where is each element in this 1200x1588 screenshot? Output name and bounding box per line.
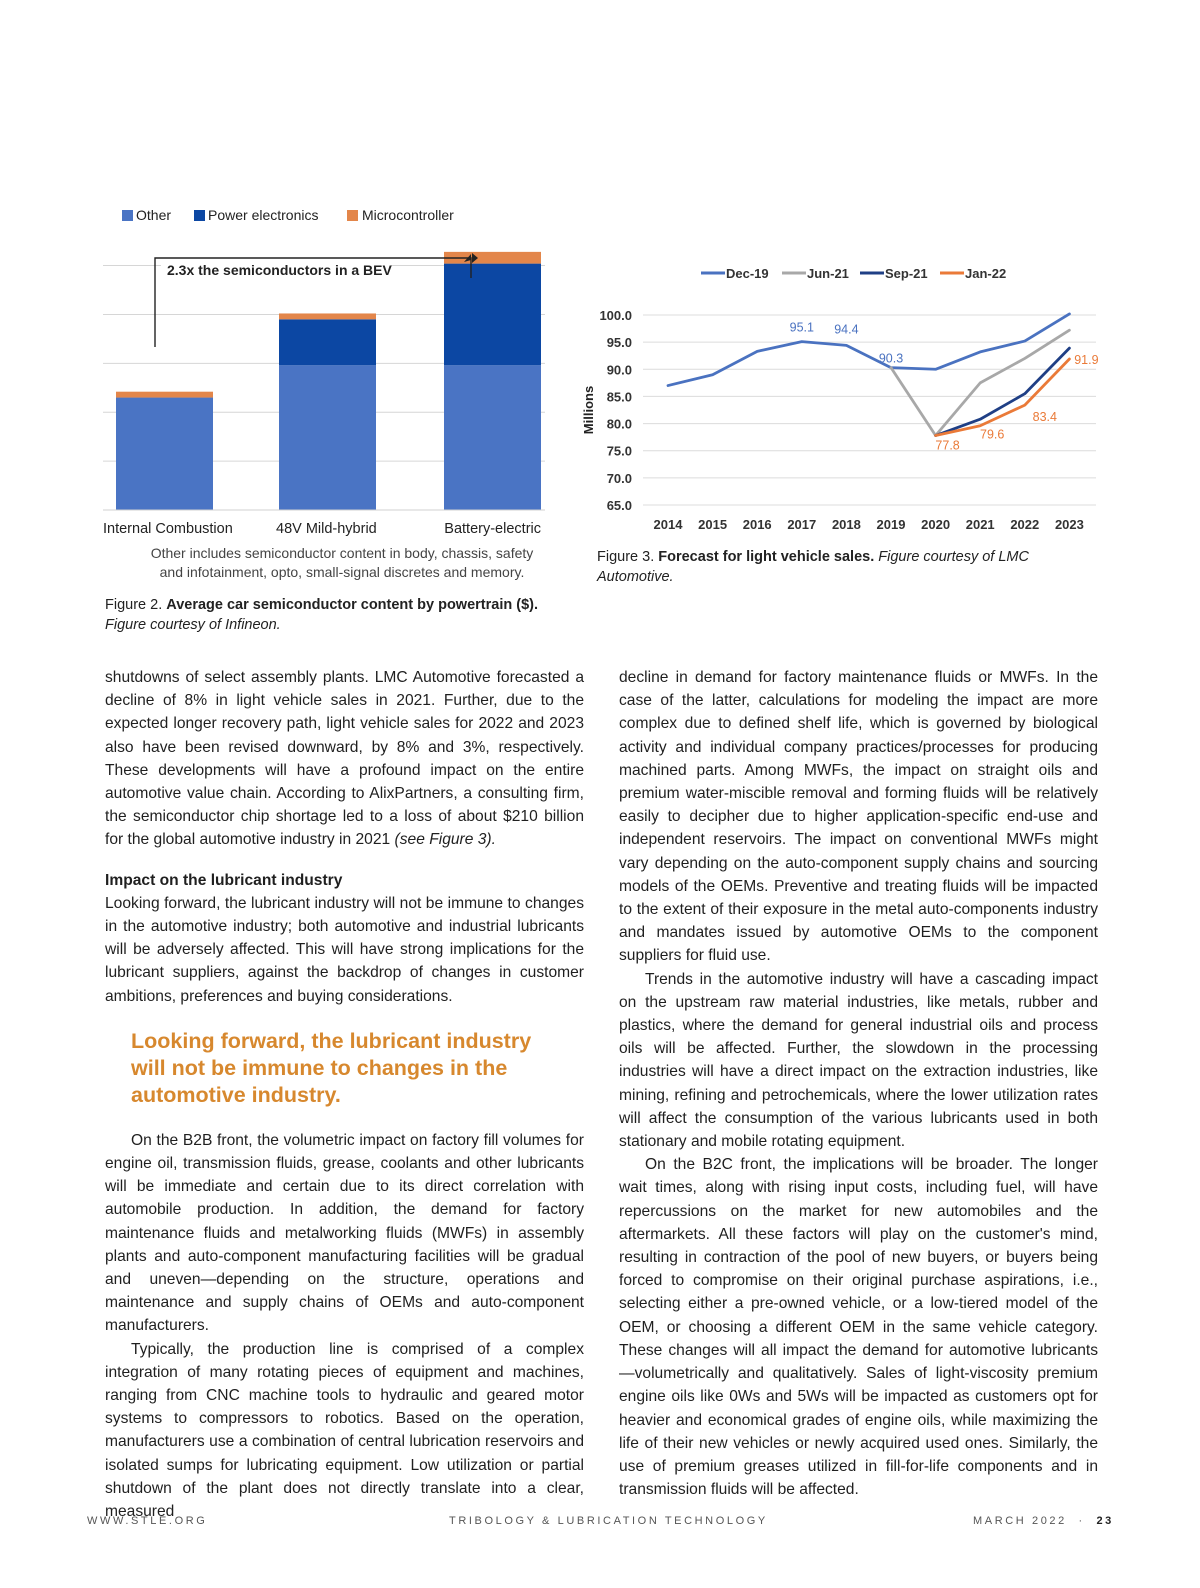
fig2-bars bbox=[116, 252, 541, 510]
fig3-y-ticks bbox=[599, 308, 632, 513]
footer-issue-date: MARCH 2022 bbox=[973, 1515, 1067, 1527]
fig3-x-tick-label: 2021 bbox=[965, 517, 995, 532]
body-paragraph: Looking forward, the lubricant industry will not be immune to changes in the automotive industry; both automotive and industrial lubricants will be adversely affected. This will have strong implications for the lubricant suppliers, against the backdrop of changes in customer ambitions, preferences and buying considerations. bbox=[105, 894, 584, 1005]
fig3-caption-title: Forecast for light vehicle sales. bbox=[658, 549, 875, 565]
fig3-data-label: 77.8 bbox=[935, 438, 960, 453]
fig2-bar-microcontroller bbox=[116, 392, 213, 398]
right-column bbox=[619, 666, 1098, 1501]
fig2-callout-text: 2.3x the semiconductors in a BEV bbox=[167, 262, 392, 278]
fig3-y-tick-label: 80.0 bbox=[606, 416, 632, 432]
fig3-line-dec-19 bbox=[668, 314, 1069, 386]
fig3-data-label: 90.3 bbox=[878, 351, 904, 366]
fig3-x-tick-label: 2022 bbox=[1010, 517, 1040, 532]
body-paragraph bbox=[105, 666, 584, 852]
page-number: 23 bbox=[1096, 1515, 1114, 1527]
fig3-caption-prefix: Figure 3. bbox=[597, 549, 655, 565]
fig3-y-tick-label: 100.0 bbox=[599, 308, 632, 323]
fig3-y-axis-label: Millions bbox=[581, 385, 596, 435]
fig3-x-tick-label: 2020 bbox=[921, 517, 951, 532]
figure-2-chart bbox=[95, 200, 565, 545]
fig2-category-labels bbox=[103, 521, 541, 537]
fig2-bar-other bbox=[444, 365, 541, 510]
fig3-data-label: 79.6 bbox=[980, 427, 1005, 442]
fig3-caption bbox=[597, 547, 1107, 587]
legend-swatch-power-electronics bbox=[194, 210, 205, 221]
body-paragraph: Typically, the production line is comprised of a complex integration of many rotating pieces of equipment and machines, ranging from CNC machine tools to hydraulic and geared motor systems to compressors to robotics. Based on the operation, manufacturers use a combination of central lubrication reservoirs and isolated sumps for lubricating equipment. Low utilization or partial shutdown of the plant does not directly translate into a clear, measured bbox=[105, 1340, 584, 1521]
fig3-legend bbox=[701, 266, 1006, 281]
fig2-note-line-2: and infotainment, opto, small-signal discretes and memory. bbox=[159, 564, 525, 580]
fig3-x-ticks bbox=[654, 517, 1084, 532]
figure-reference: (see Figure 3). bbox=[394, 831, 496, 849]
fig3-gridlines bbox=[643, 315, 1099, 505]
left-column bbox=[105, 666, 584, 1523]
footer-website[interactable]: WWW.STLE.ORG bbox=[87, 1515, 208, 1527]
body-paragraph: decline in demand for factory maintenance fluids or MWFs. In the case of the latter, calculations for modeling the impact are more complex due to defined shelf life, which is governed by biological activity and individual company practices/processes for producing machined parts. Among MWFs, the impact on straight oils and premium water-miscible removal and forming fluids will be relatively easily to decipher due to higher application-specific end-use and independent reservoirs. The impact on conventional MWFs might vary depending on the auto-component supply chains and sourcing models of the OEMs. Preventive and treating fluids will be impacted to the extent of their exposure in the metal auto-components industry and mandates issued by automotive OEMs to the component suppliers for fluid use. bbox=[619, 669, 1098, 965]
fig2-category-label: Internal Combustion bbox=[103, 521, 233, 537]
body-paragraph: Trends in the automotive industry will have a cascading impact on the upstream raw material industries, like metals, rubber and plastics, where the demand for general industrial oils and process oils will be affected. Further, the slowdown in the processing industries will have a direct impact on the extraction industries, like mining, refining and petrochemicals, where the lower utilization rates will affect the consumption of the various lubricants used in both stationary and mobile rotating equipment. bbox=[619, 970, 1098, 1151]
body-paragraph: On the B2B front, the volumetric impact on factory fill volumes for engine oil, transmission fluids, grease, coolants and other lubricants will be immediate and certain due to its direct correlation with automobile production. In addition, the demand for factory maintenance fluids and metalworking fluids (MWFs) in assembly plants and auto-component manufacturing facilities will be gradual and uneven—depending on the structure, operations and maintenance and supply chains of OEMs and auto-component manufacturers. bbox=[105, 1131, 584, 1335]
legend-label-dec-19: Dec-19 bbox=[726, 266, 769, 281]
fig2-legend bbox=[122, 207, 454, 223]
fig3-y-tick-label: 75.0 bbox=[606, 443, 632, 459]
pull-quote: Looking forward, the lubricant industry will not be immune to changes in the automotive industry. bbox=[131, 1028, 532, 1107]
fig2-caption-title: Average car semiconductor content by powertrain ($). bbox=[166, 597, 538, 613]
fig3-y-tick-label: 70.0 bbox=[606, 470, 632, 486]
fig3-x-tick-label: 2019 bbox=[876, 517, 906, 532]
figure-3-chart bbox=[578, 258, 1108, 540]
fig3-data-label: 91.9 bbox=[1074, 352, 1099, 367]
fig3-caption-credit: Figure courtesy of LMC Automotive. bbox=[597, 549, 1029, 585]
fig2-caption-credit: Figure courtesy of Infineon. bbox=[105, 617, 281, 633]
fig2-caption-prefix: Figure 2. bbox=[105, 597, 163, 613]
body-paragraph: On the B2C front, the implications will be broader. The longer wait times, along with rising input costs, including fuel, will have repercussions on the market for new automobiles and the aftermarkets. All these factors will play on the customer's mind, resulting in contraction of the pool of new buyers, or buyers being forced to compromise on their original purchase aspirations, i.e., selecting either a pre-owned vehicle, or a low-tiered model of the OEM, or choosing a different OEM in the same vehicle category. These changes will all impact the demand for automotive lubricants—volumetrically and qualitatively. Sales of light-viscosity premium engine oils like 0Ws and 5Ws will be impacted as customers opt for heavier and economical grades of engine oils, while maximizing the life of their new vehicles or newly acquired used ones. Similarly, the use of premium greases utilized in fill-for-life components and in transmission fluids will be affected. bbox=[619, 1156, 1098, 1499]
legend-label-sep-21: Sep-21 bbox=[885, 266, 928, 281]
fig2-bar-other bbox=[279, 365, 376, 510]
fig2-category-label: 48V Mild-hybrid bbox=[276, 521, 377, 537]
fig2-bar-power-electronics bbox=[279, 319, 376, 365]
fig2-category-label: Battery-electric bbox=[444, 521, 541, 537]
fig2-caption bbox=[105, 595, 575, 635]
fig3-series bbox=[668, 314, 1069, 436]
paragraph-text: shutdowns of select assembly plants. LMC Automotive forecasted a decline of 8% in light vehicle sales in 2021. Further, due to the expected longer recovery path, light vehicle sales for 2022 and 2023 also have been revised downward, by 8% and 3%, respectively. These developments will have a profound impact on the entire automotive value chain. According to AlixPartners, a consulting firm, the semiconductor chip shortage led to a loss of about $210 billion for the global automotive industry in 2021 bbox=[105, 669, 584, 849]
fig3-x-tick-label: 2017 bbox=[787, 517, 817, 532]
fig3-y-tick-label: 90.0 bbox=[606, 362, 632, 378]
section-subhead: Impact on the lubricant industry bbox=[105, 871, 343, 889]
fig2-note-line-1: Other includes semiconductor content in body, chassis, safety bbox=[150, 545, 534, 561]
footer-issue bbox=[973, 1515, 1114, 1527]
fig3-x-tick-label: 2023 bbox=[1054, 517, 1084, 532]
fig3-data-label: 83.4 bbox=[1032, 410, 1057, 425]
legend-swatch-microcontroller bbox=[347, 210, 358, 221]
footer-separator: · bbox=[1078, 1515, 1085, 1527]
fig3-y-tick-label: 65.0 bbox=[606, 498, 632, 513]
fig2-bar-other bbox=[116, 398, 213, 510]
legend-label-jun-21: Jun-21 bbox=[807, 266, 849, 281]
fig3-data-label: 95.1 bbox=[789, 320, 814, 335]
footer-publication: TRIBOLOGY & LUBRICATION TECHNOLOGY bbox=[449, 1515, 768, 1527]
legend-label-power-electronics: Power electronics bbox=[208, 207, 319, 223]
legend-label-microcontroller: Microcontroller bbox=[362, 207, 454, 223]
fig3-x-tick-label: 2015 bbox=[698, 517, 728, 532]
fig3-y-tick-label: 85.0 bbox=[606, 389, 632, 405]
fig3-x-tick-label: 2014 bbox=[653, 517, 683, 532]
fig2-bar-microcontroller bbox=[279, 313, 376, 319]
fig3-y-tick-label: 95.0 bbox=[606, 335, 632, 351]
legend-label-other: Other bbox=[136, 207, 172, 223]
fig3-x-tick-label: 2018 bbox=[831, 517, 861, 532]
fig2-bar-power-electronics bbox=[444, 264, 541, 366]
legend-label-jan-22: Jan-22 bbox=[965, 266, 1007, 281]
fig2-note bbox=[104, 544, 580, 582]
legend-swatch-other bbox=[122, 210, 133, 221]
fig3-x-tick-label: 2016 bbox=[742, 517, 772, 532]
fig3-data-label: 94.4 bbox=[834, 322, 859, 337]
